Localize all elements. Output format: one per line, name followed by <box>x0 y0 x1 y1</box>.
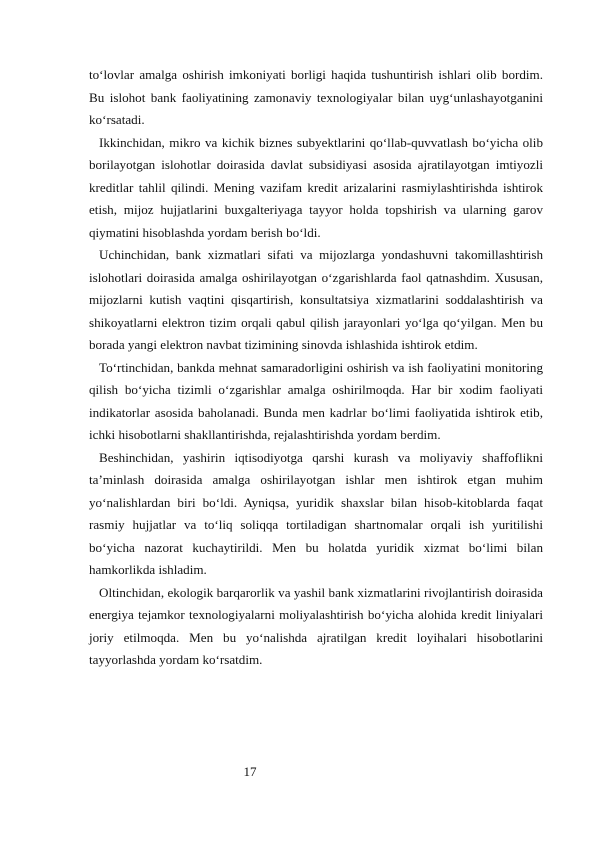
paragraph-sixth-reform: Oltinchidan, ekologik barqarorlik va yashil bank xizmatlarini rivojlantirish doirasida energiya tejamkor texnologiyalarni moliyalashtirish bo‘yicha alohida kredit liniyalari joriy etilmoqda. Men bu yo‘nalishda ajratilgan kredit loyihalari hisobotlarini tayyorlashda yordam ko‘rsatdim. <box>89 584 543 667</box>
paragraph-fourth-reform: To‘rtinchidan, bankda mehnat samaradorligini oshirish va ish faoliyatini monitoring qilish bo‘yicha tizimli o‘zgarishlar amalga oshirilmoqda. Har bir xodim faoliyati indikatorlar asosida baholanadi. Bunda men kadrlar bo‘limi faoliyatida ishtirok etib, ichki hisobotlarni shakllantirishda, rejalashtirishda yordam berdim. <box>89 359 543 442</box>
paragraph-second-reform: Ikkinchidan, mikro va kichik biznes subyektlarini qo‘llab-quvvatlash bo‘yicha olib borilayotgan islohotlar doirasida davlat subsidiyasi asosida ajratilayotgan imtiyozli kreditlar tahlil qilindi. Mening vazifam kredit arizalarini rasmiylashtirishda ishtirok etish, mijoz hujjatlarini buxgalteriyaga tayyor holda topshirish va ularning garov qiymatini hisoblashda yordam berish bo‘ldi. <box>89 134 543 240</box>
document-body <box>89 64 543 672</box>
paragraph-fifth-reform: Beshinchidan, yashirin iqtisodiyotga qarshi kurash va moliyaviy shaffoflikni ta’minlash doirasida amalga oshirilayotgan ishlar men ishtirok etgan muhim yo‘nalishlardan biri bo‘ldi. Ayniqsa, yuridik shaxslar bilan hisob-kitoblarda faqat rasmiy hujjatlar va to‘liq soliqqa tortiladigan shartnomalar orqali ish yuritilishi bo‘yicha nazorat kuchaytirildi. Men bu holatda yuridik xizmat bo‘limi bilan hamkorlikda ishladim. <box>89 449 543 577</box>
paragraph-third-reform: Uchinchidan, bank xizmatlari sifati va mijozlarga yondashuvni takomillashtirish islohotlari doirasida amalga oshirilayotgan o‘zgarishlarda faol qatnashdim. Xususan, mijozlarni kutish vaqtini qisqartirish, konsultatsiya xizmatlarini soddalashtirish va shikoyatlarni elektron tizim orqali qabul qilish jarayonlari yo‘lga qo‘yilgan. Men bu borada yangi elektron navbat tizimining sinovda ishlashida ishtirok etdim. <box>89 247 543 352</box>
page-number: 17 <box>243 764 257 779</box>
paragraph-continuation: to‘lovlar amalga oshirish imkoniyati borligi haqida tushuntirish ishlari olib bordim. Bu islohot bank faoliyatining zamonaviy texnologiyalar bilan uyg‘unlashayotganini ko‘rsatadi. <box>89 67 543 127</box>
